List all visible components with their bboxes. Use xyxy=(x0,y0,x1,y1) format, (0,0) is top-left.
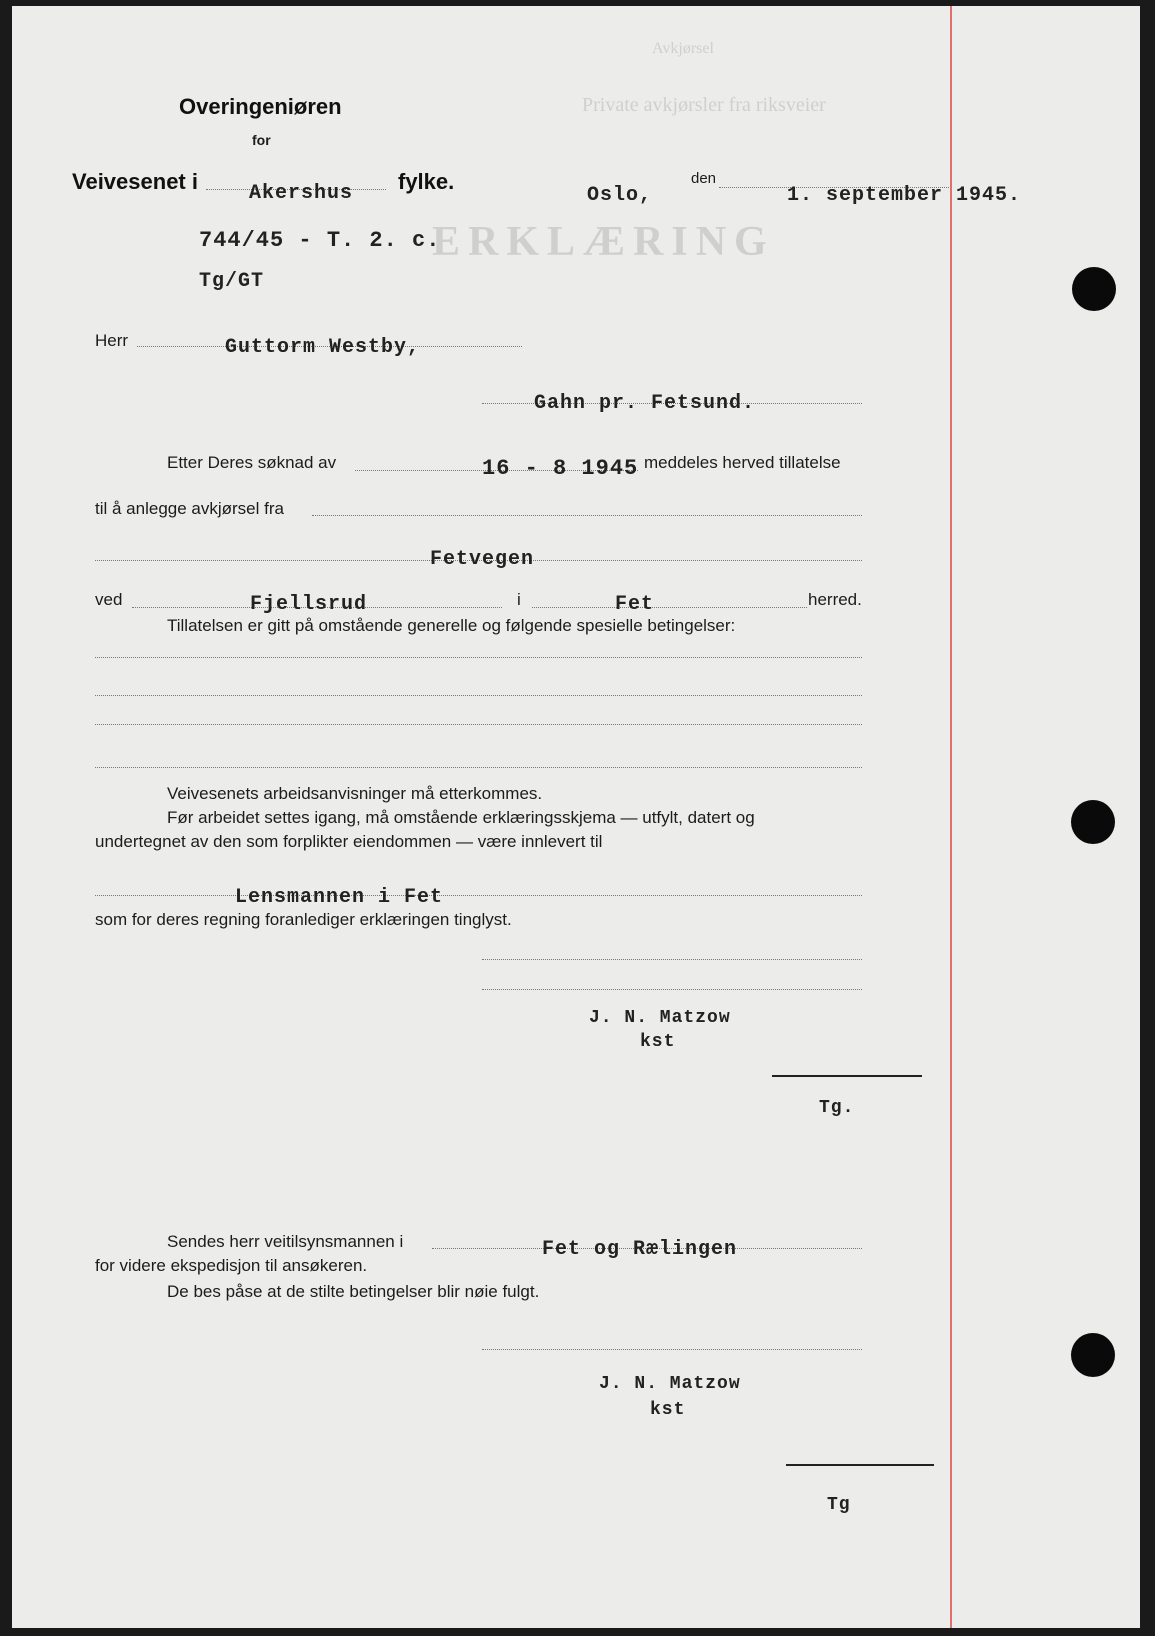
binder-hole-bottom xyxy=(1071,1333,1115,1377)
signature1-title: kst xyxy=(640,1032,676,1052)
forwarding-line1: Sendes herr veitilsynsmannen i xyxy=(167,1232,404,1251)
show-through-subtitle: Private avkjørsler fra riksveier xyxy=(582,94,826,116)
show-through-title: ERKLÆRING xyxy=(432,219,775,265)
signature2-name: J. N. Matzow xyxy=(599,1374,741,1394)
authority-dotted-line xyxy=(95,895,862,896)
den-label: den xyxy=(691,170,717,187)
application-date: 16 - 8 1945 xyxy=(482,456,639,481)
place: Oslo, xyxy=(587,184,653,207)
application-suffix: meddeles herved tillatelse xyxy=(644,453,841,472)
letterhead-for: for xyxy=(252,132,271,148)
municipality-name: Fet xyxy=(615,593,655,616)
binder-hole-top xyxy=(1072,267,1116,311)
authority-name: Lensmannen i Fet xyxy=(235,886,444,909)
instructions-line3: undertegnet av den som forplikter eiendommen — være innlevert til xyxy=(95,832,603,851)
document-page xyxy=(12,6,1140,1628)
binder-hole-middle xyxy=(1071,800,1115,844)
letter-date: 1. september 1945. xyxy=(787,184,1022,207)
recipient-address: Gahn pr. Fetsund. xyxy=(534,392,756,415)
signature2-title: kst xyxy=(650,1400,686,1420)
conditions-intro: Tillatelsen er gitt på omstående generelle og følgende spesielle betingelser: xyxy=(167,616,736,635)
i-label: i xyxy=(517,590,521,609)
signature1-rule xyxy=(772,1075,922,1077)
signature1-dotted-line-1 xyxy=(482,959,862,960)
farm-name: Fjellsrud xyxy=(250,593,368,616)
instructions-line4: som for deres regning foranlediger erklæringen tinglyst. xyxy=(95,910,512,929)
application-line2: til å anlegge avkjørsel fra xyxy=(95,499,284,518)
county-name: Akershus xyxy=(249,182,354,205)
signature2-rule xyxy=(786,1464,934,1466)
forwarding-line2: for videre ekspedisjon til ansøkeren. xyxy=(95,1256,368,1275)
margin-line xyxy=(950,6,952,1628)
instructions-line1: Veivesenets arbeidsanvisninger må etterkommes. xyxy=(167,784,543,803)
road-name: Fetvegen xyxy=(430,548,535,571)
signature2-initials: Tg xyxy=(827,1495,851,1515)
signature1-dotted-line-2 xyxy=(482,989,862,990)
fylke-label: fylke. xyxy=(398,169,455,194)
condition-line-1 xyxy=(95,657,862,658)
condition-line-4 xyxy=(95,767,862,768)
condition-line-2 xyxy=(95,695,862,696)
forwarding-district: Fet og Rælingen xyxy=(542,1238,738,1261)
instructions-line2: Før arbeidet settes igang, må omstående erklæringsskjema — utfylt, datert og xyxy=(167,808,755,827)
show-through-top: Avkjørsel xyxy=(652,40,714,57)
signature1-name: J. N. Matzow xyxy=(589,1008,731,1028)
signature1-initials: Tg. xyxy=(819,1098,855,1118)
forwarding-line3: De bes påse at de stilte betingelser blir nøie fulgt. xyxy=(167,1282,540,1301)
ved-label: ved xyxy=(95,590,123,609)
recipient-label: Herr xyxy=(95,331,129,350)
signature2-dotted-line xyxy=(482,1349,862,1350)
letterhead-veivesenet: Veivesenet i xyxy=(72,169,198,194)
application-prefix: Etter Deres søknad av xyxy=(167,453,337,472)
reference-number: 744/45 - T. 2. c. xyxy=(199,228,441,253)
reference-initials: Tg/GT xyxy=(199,270,265,293)
recipient-name: Guttorm Westby, xyxy=(225,336,421,359)
municipality-dotted-line xyxy=(532,607,807,608)
herred-label: herred. xyxy=(808,590,862,609)
condition-line-3 xyxy=(95,724,862,725)
line2-dotted-line xyxy=(312,515,862,516)
letterhead-title: Overingeniøren xyxy=(179,94,342,119)
